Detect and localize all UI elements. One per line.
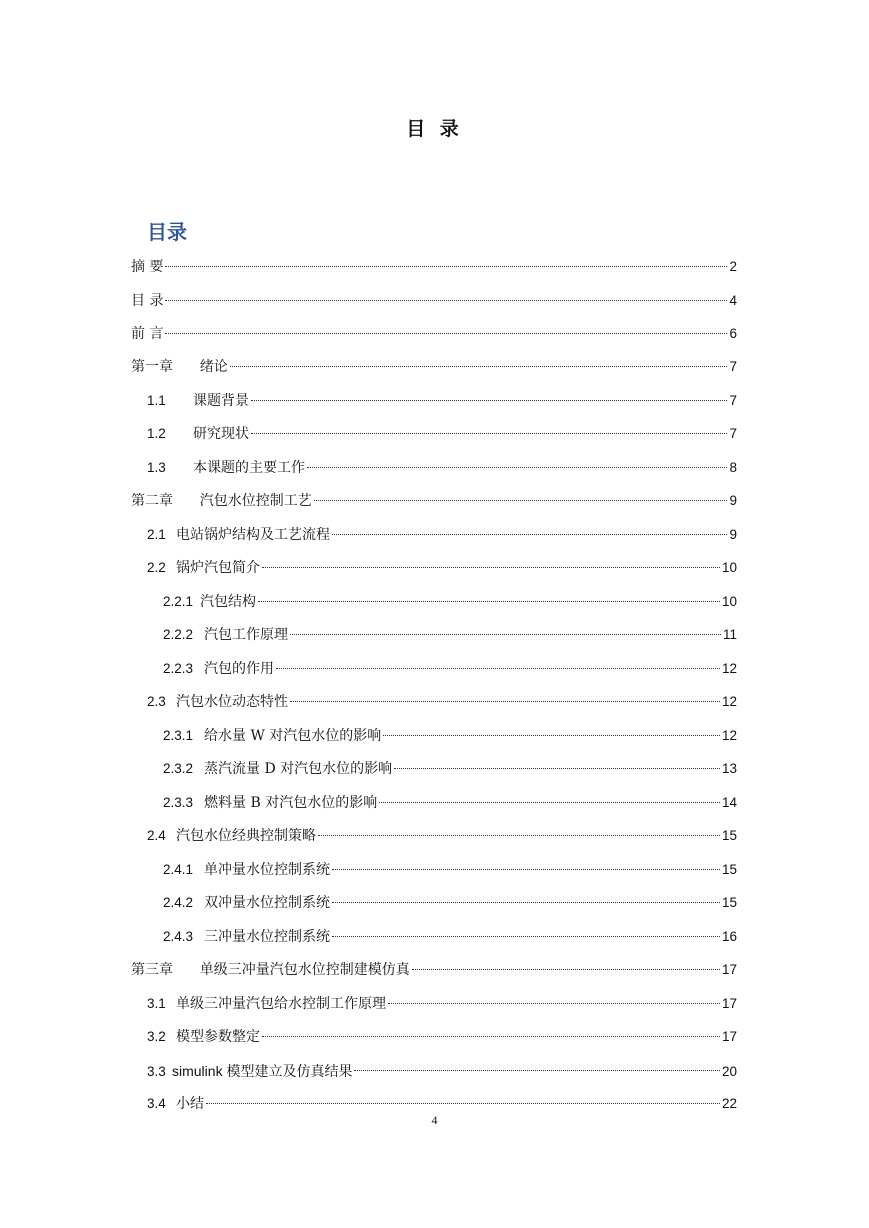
dot-leader [332, 533, 727, 535]
toc-entry-label: 给水量 W 对汽包水位的影响 [204, 728, 382, 744]
toc-entry[interactable] [163, 591, 737, 613]
toc-entry[interactable] [147, 1060, 737, 1082]
toc-entry-number: 2.2.3 [163, 661, 194, 676]
toc-entry[interactable] [163, 725, 737, 747]
toc-entry-number: 3.3 [147, 1064, 166, 1079]
toc-entry-label: 模型参数整定 [176, 1029, 260, 1045]
toc-entry[interactable] [147, 1026, 737, 1048]
toc-entry-number: 2.4 [147, 828, 166, 843]
page-number: 4 [431, 1113, 438, 1127]
toc-entry-page: 7 [729, 359, 737, 374]
toc-entry-label: 单级三冲量汽包给水控制工作原理 [176, 996, 386, 1012]
toc-entry-number: 2.2 [147, 560, 166, 575]
toc-entry-number: 2.3.1 [163, 728, 194, 743]
toc-entry-page: 9 [729, 527, 737, 542]
toc-entry-label: 前 言 [131, 326, 164, 342]
toc-entry-number: 1.3 [147, 460, 166, 475]
dot-leader [332, 901, 720, 903]
dot-leader [354, 1069, 720, 1071]
toc-entry-page: 17 [721, 962, 737, 977]
toc-entry-page: 6 [729, 326, 737, 341]
toc-entry-number: 3.1 [147, 996, 166, 1011]
toc-entry-page: 22 [721, 1096, 737, 1111]
dot-leader [332, 868, 720, 870]
toc-entry-number: 2.3.3 [163, 795, 194, 810]
toc-entry[interactable] [147, 825, 737, 847]
dot-leader [251, 399, 727, 401]
toc-entry-number: 2.2.2 [163, 627, 194, 642]
toc-entry[interactable] [163, 926, 737, 948]
toc-entry[interactable] [131, 290, 737, 312]
dot-leader [307, 466, 727, 468]
dot-leader [379, 801, 720, 803]
toc-entry-page: 17 [721, 996, 737, 1011]
toc-entry-label: 蒸汽流量 D 对汽包水位的影响 [204, 761, 393, 777]
toc-entry-label: 研究现状 [193, 426, 249, 442]
toc-entry[interactable] [131, 356, 737, 378]
toc-entry-number: 2.4.2 [163, 895, 194, 910]
dot-leader [165, 265, 727, 267]
dot-leader [388, 1002, 720, 1004]
toc-entry-label: 汽包工作原理 [204, 627, 288, 643]
toc-entry-label: 双冲量水位控制系统 [204, 895, 330, 911]
toc-entry-label: 第三章 单级三冲量汽包水位控制建模仿真 [131, 962, 410, 978]
toc-entry[interactable] [147, 457, 737, 479]
toc-entry[interactable] [163, 658, 737, 680]
toc-entry-label: 三冲量水位控制系统 [204, 929, 330, 945]
toc-entry-page: 12 [721, 728, 737, 743]
toc-entry-label: 汽包水位经典控制策略 [176, 828, 316, 844]
toc-entry-number: 2.2.1 [163, 594, 194, 609]
toc-entry-label: 锅炉汽包简介 [176, 560, 260, 576]
toc-entry-page: 12 [721, 661, 737, 676]
toc-entry[interactable] [131, 959, 737, 981]
toc-entry-label: 本课题的主要工作 [193, 460, 305, 476]
toc-entry-label: 汽包水位动态特性 [176, 694, 288, 710]
toc-entry-page: 15 [721, 862, 737, 877]
toc-entry-label: 汽包结构 [200, 594, 256, 610]
toc-entry[interactable] [163, 859, 737, 881]
dot-leader [230, 365, 728, 367]
toc-entry-page: 11 [722, 627, 737, 642]
toc-entry-page: 16 [721, 929, 737, 944]
toc-entry-number: 2.3.2 [163, 761, 194, 776]
toc-entry[interactable] [131, 490, 737, 512]
toc-entry-number: 3.4 [147, 1096, 166, 1111]
toc-entry-label: 目 录 [131, 293, 164, 309]
toc-entry-number: 2.4.3 [163, 929, 194, 944]
toc-entry-number: 2.3 [147, 694, 166, 709]
toc-entry-page: 14 [721, 795, 737, 810]
toc-entry-number: 1.2 [147, 426, 166, 441]
dot-leader [412, 968, 720, 970]
toc-entry-page: 17 [721, 1029, 737, 1044]
toc-entry[interactable] [163, 624, 737, 646]
dot-leader [290, 633, 721, 635]
toc-entry-label: 课题背景 [193, 393, 249, 409]
toc-entry[interactable] [131, 256, 737, 278]
toc-entry-page: 10 [721, 560, 737, 575]
dot-leader [394, 767, 720, 769]
toc-entry-page: 7 [729, 426, 737, 441]
toc-entry-page: 8 [729, 460, 737, 475]
toc-entry[interactable] [147, 691, 737, 713]
toc-entry[interactable] [147, 1093, 737, 1115]
toc-entry-label: 单冲量水位控制系统 [204, 862, 330, 878]
dot-leader [262, 1035, 720, 1037]
dot-leader [290, 700, 720, 702]
toc-heading: 目录 [147, 220, 187, 244]
toc-entry-label: 电站锅炉结构及工艺流程 [176, 527, 330, 543]
dot-leader [165, 299, 727, 301]
toc-entry[interactable] [147, 993, 737, 1015]
toc-entry[interactable] [163, 758, 737, 780]
dot-leader [318, 834, 720, 836]
toc-entry-label: 第二章 汽包水位控制工艺 [131, 493, 312, 509]
dot-leader [206, 1102, 720, 1104]
toc-entry-label: 摘 要 [131, 259, 164, 275]
toc-entry[interactable] [147, 390, 737, 412]
toc-entry-number: 2.1 [147, 527, 166, 542]
toc-entry-page: 13 [721, 761, 737, 776]
toc-entry-label: 小结 [176, 1096, 204, 1112]
toc-entry[interactable] [147, 423, 737, 445]
toc-entry[interactable] [147, 524, 737, 546]
toc-entry-label: 燃料量 B 对汽包水位的影响 [204, 795, 378, 811]
dot-leader [165, 332, 727, 334]
toc-entry[interactable] [147, 557, 737, 579]
dot-leader [262, 566, 720, 568]
toc-entry-page: 7 [729, 393, 737, 408]
toc-entry-page: 9 [729, 493, 737, 508]
dot-leader [332, 935, 720, 937]
toc-entry-label: 第一章 绪论 [131, 359, 228, 375]
toc-entry-page: 4 [729, 293, 737, 308]
toc-entry-number: 2.4.1 [163, 862, 194, 877]
toc-entry-page: 12 [721, 694, 737, 709]
toc-entry-label: simulink 模型建立及仿真结果 [172, 1063, 353, 1079]
dot-leader [276, 667, 720, 669]
toc-entry-page: 2 [729, 259, 737, 274]
toc-entry-page: 10 [721, 594, 737, 609]
toc-entry[interactable] [131, 323, 737, 345]
toc-entry[interactable] [163, 892, 737, 914]
toc-entry-number: 1.1 [147, 393, 166, 408]
dot-leader [258, 600, 720, 602]
toc-entry-page: 15 [721, 828, 737, 843]
page-title: 目 录 [406, 118, 463, 140]
toc-entry-page: 20 [721, 1064, 737, 1079]
dot-leader [314, 499, 728, 501]
toc-entry-label: 汽包的作用 [204, 661, 274, 677]
dot-leader [251, 432, 727, 434]
toc-entry[interactable] [163, 792, 737, 814]
dot-leader [383, 734, 720, 736]
toc-entry-page: 15 [721, 895, 737, 910]
toc-entry-number: 3.2 [147, 1029, 166, 1044]
